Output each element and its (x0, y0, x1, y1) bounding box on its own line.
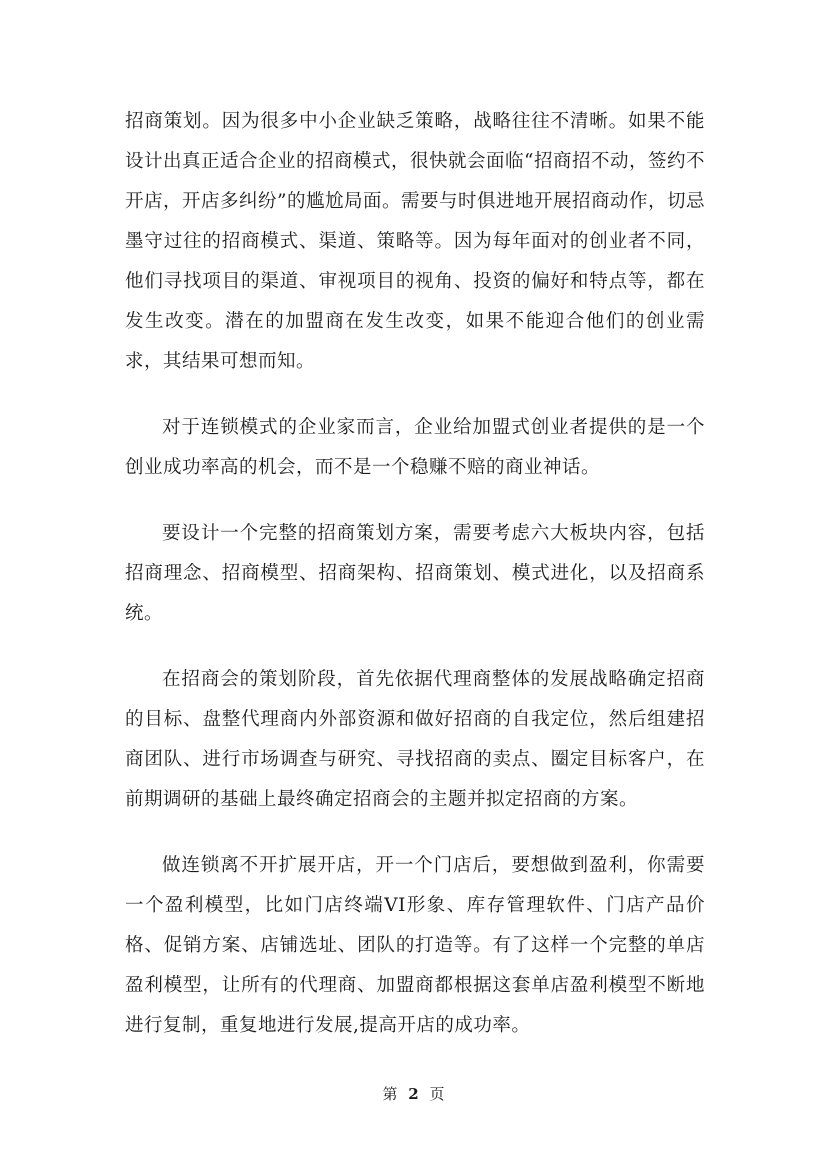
paragraph-2: 对于连锁模式的企业家而言，企业给加盟式创业者提供的是一个创业成功率高的机会，而不是一个稳赚不赔的商业神话。 (125, 417, 705, 478)
paragraph-4: 在招商会的策划阶段，首先依据代理商整体的发展战略确定招商的目标、盘整代理商内外部资源和做好招商的自我定位，然后组建招商团队、进行市场调查与研究、寻找招商的卖点、圈定目标客户，在前期调研的基础上最终确定招商会的主题并拟定招商的方案。 (125, 669, 705, 810)
paragraph-3: 要设计一个完整的招商策划方案，需要考虑六大板块内容，包括招商理念、招商模型、招商架构、招商策划、模式进化，以及招商系统。 (125, 523, 705, 624)
page-number: 2 (408, 1085, 419, 1103)
paragraph-5: 做连锁离不开扩展开店，开一个门店后，要想做到盈利，你需要一个盈利模型，比如门店终端VI形象、库存管理软件、门店产品价格、促销方案、店铺选址、团队的打造等。有了这样一个完整的单店盈利模型，让所有的代理商、加盟商都根据这套单店盈利模型不断地进行复制，重复地进行发展,提高开店的成功率。 (125, 855, 705, 1036)
page-suffix: 页 (429, 1085, 445, 1103)
page-prefix: 第 (382, 1085, 398, 1103)
page-footer (0, 1084, 827, 1104)
document-body (125, 102, 705, 1072)
paragraph-1: 招商策划。因为很多中小企业缺乏策略，战略往往不清晰。如果不能设计出真正适合企业的招商模式，很快就会面临“招商招不动，签约不开店，开店多纠纷”的尴尬局面。需要与时俱进地开展招商动作，切忌墨守过往的招商模式、渠道、策略等。因为每年面对的创业者不同，他们寻找项目的渠道、审视项目的视角、投资的偏好和特点等，都在发生改变。潜在的加盟商在发生改变，如果不能迎合他们的创业需求，其结果可想而知。 (125, 111, 705, 372)
